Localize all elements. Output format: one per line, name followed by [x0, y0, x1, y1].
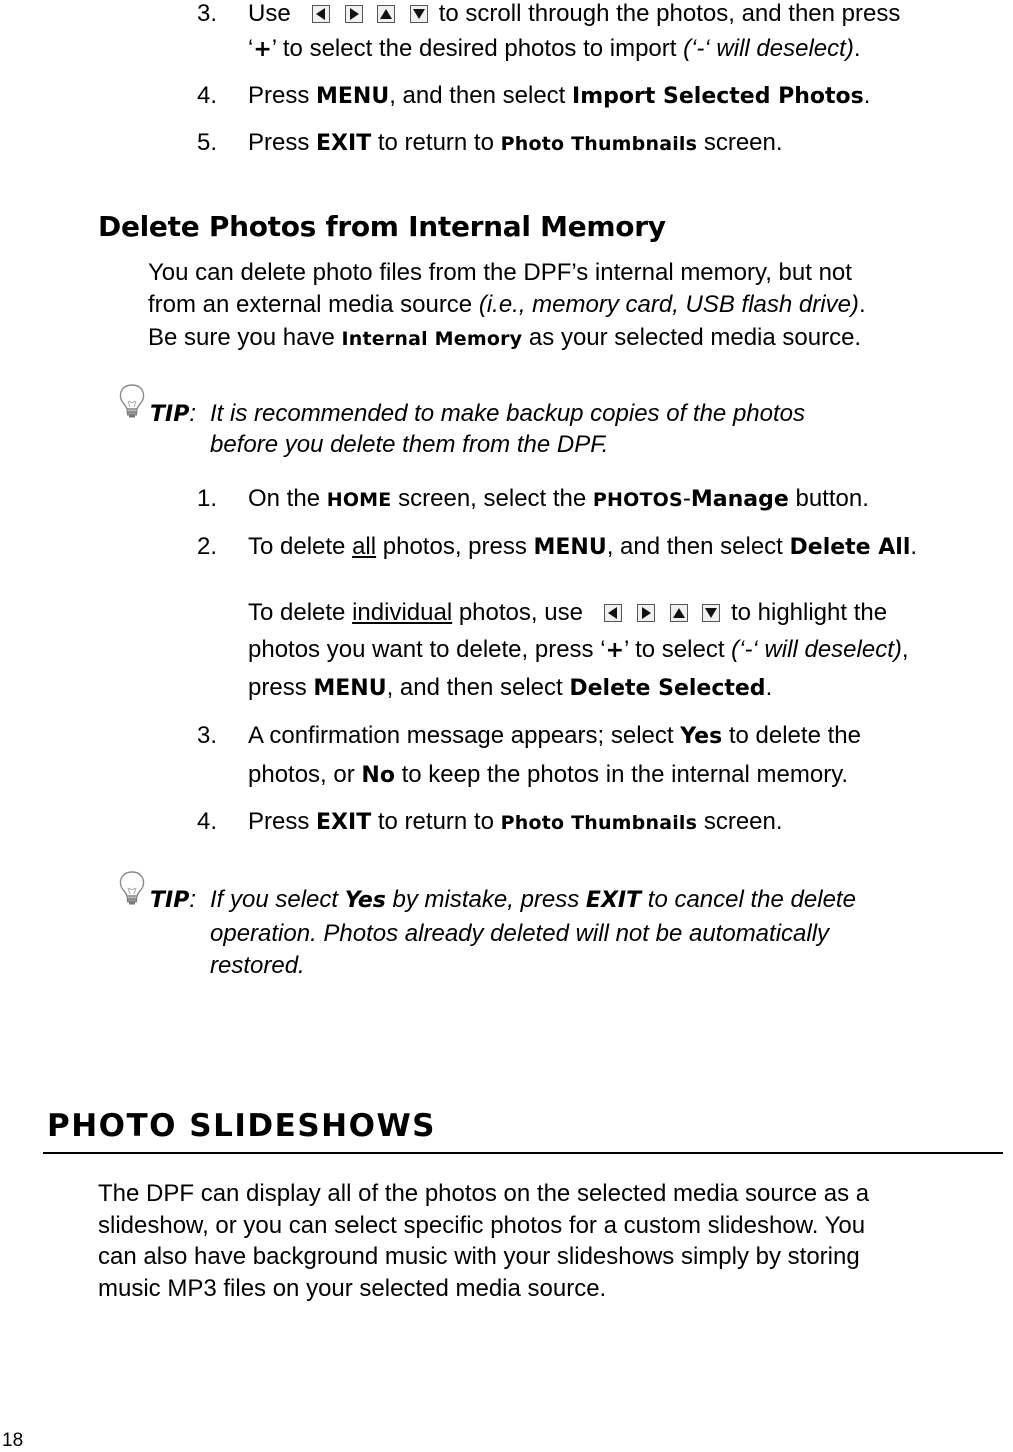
step-text: , and then select	[606, 533, 790, 560]
tip-label	[150, 886, 196, 915]
paragraph-line: music MP3 files on your selected media source.	[98, 1275, 607, 1302]
right-arrow-icon	[345, 5, 363, 23]
tip-colon: :	[189, 886, 196, 913]
section-heading-photo-slideshows: PHOTO SLIDESHOWS	[47, 1108, 436, 1144]
step-text: photos you want to delete, press ‘	[248, 636, 606, 663]
step-text: to keep the photos in the internal memory.	[394, 761, 849, 788]
step-text: A confirmation message appears; select	[248, 722, 681, 749]
step-text: To delete	[248, 533, 353, 560]
step-number: 1.	[197, 485, 218, 512]
dash: -	[682, 485, 691, 512]
step-number: 4.	[197, 808, 218, 835]
step-text: photos, press	[376, 533, 534, 560]
paragraph-line: You can delete photo files from the DPF’s internal memory, but not	[148, 259, 852, 286]
step-text: Press	[248, 808, 317, 835]
delete-step-2	[248, 533, 917, 562]
period: .	[765, 674, 773, 701]
tip-word: TIP	[150, 402, 190, 427]
paragraph-line	[148, 324, 861, 353]
plus-key: +	[253, 37, 272, 62]
menu-item-import-selected: Import Selected Photos	[572, 84, 864, 109]
step-text: screen.	[697, 129, 783, 156]
delete-step-3-line-1	[248, 722, 861, 751]
step-number: 3.	[197, 722, 218, 749]
step-text: Press	[248, 82, 317, 109]
period: .	[858, 291, 866, 318]
page-number: 18	[2, 1430, 24, 1451]
step-text: screen, select the	[391, 485, 593, 512]
step-number: 3.	[197, 0, 218, 27]
paragraph-line: can also have background music with your slideshows simply by storing	[98, 1243, 860, 1270]
step-3-line-2	[248, 35, 860, 64]
step-text: button.	[788, 485, 869, 512]
screen-name: Photo Thumbnails	[500, 812, 698, 834]
tip-word: TIP	[150, 888, 190, 913]
period: .	[853, 35, 861, 62]
exit-key: EXIT	[316, 810, 372, 835]
delete-step-2b-line-1	[248, 599, 887, 627]
underlined-word: all	[352, 533, 377, 560]
step-number: 2.	[197, 533, 218, 560]
paragraph-line	[148, 291, 866, 319]
comma: ,	[901, 636, 909, 663]
photos-label: PHOTOS	[592, 489, 683, 511]
paragraph-italic: (i.e., memory card, USB flash drive)	[478, 291, 859, 318]
step-text: ’ to select	[624, 636, 732, 663]
tip-text: If you select	[210, 886, 345, 913]
delete-step-2b-line-3	[248, 674, 772, 703]
step-text: press	[248, 674, 314, 701]
deselect-note: (‘-‘ will deselect)	[731, 636, 902, 663]
yes-option: Yes	[680, 724, 723, 749]
step-text: to return to	[371, 129, 501, 156]
up-arrow-icon	[377, 5, 395, 23]
menu-key: MENU	[533, 535, 607, 560]
step-text: ’ to select the desired photos to import	[271, 35, 684, 62]
home-screen-name: HOME	[326, 489, 392, 511]
step-5-line	[248, 129, 783, 158]
period: .	[910, 533, 918, 560]
manage-label: Manage	[690, 487, 789, 512]
section-heading-delete-photos: Delete Photos from Internal Memory	[98, 210, 666, 243]
lightbulb-icon	[115, 381, 149, 421]
step-number: 5.	[197, 129, 218, 156]
tip-text-line: operation. Photos already deleted will not be automatically	[210, 920, 830, 947]
plus-key: +	[605, 638, 624, 663]
step-text: to return to	[371, 808, 501, 835]
paragraph-text: Be sure you have	[148, 324, 342, 351]
menu-item-delete-selected: Delete Selected	[569, 676, 766, 701]
paragraph-text: from an external media source	[148, 291, 479, 318]
delete-step-4	[248, 808, 783, 837]
tip-text: by mistake, press	[385, 886, 586, 913]
paragraph-text: as your selected media source.	[522, 324, 862, 351]
left-arrow-icon	[604, 604, 622, 622]
heading-rule	[43, 1152, 1003, 1154]
menu-key: MENU	[316, 84, 390, 109]
step-text: Use	[248, 0, 291, 27]
step-text: On the	[248, 485, 327, 512]
step-4-line	[248, 82, 870, 111]
tip-label	[150, 400, 196, 429]
step-text: to highlight the	[730, 599, 888, 626]
yes-option: Yes	[344, 888, 386, 913]
step-text: , and then select	[386, 674, 570, 701]
step-text: photos, or	[248, 761, 362, 788]
step-number: 4.	[197, 82, 218, 109]
step-3-line-1	[248, 0, 900, 28]
screen-name: Photo Thumbnails	[500, 133, 698, 155]
period: .	[863, 82, 871, 109]
right-arrow-icon	[637, 604, 655, 622]
media-source-name: Internal Memory	[341, 328, 523, 350]
tip-text-line: before you delete them from the DPF.	[210, 431, 609, 458]
paragraph-line: The DPF can display all of the photos on the selected media source as a	[98, 1180, 870, 1207]
tip-text-line: It is recommended to make backup copies of the photos	[210, 400, 805, 427]
up-arrow-icon	[670, 604, 688, 622]
down-arrow-icon	[410, 5, 428, 23]
tip-text: to cancel the delete	[641, 886, 856, 913]
no-option: No	[361, 763, 395, 788]
delete-step-1	[248, 485, 869, 514]
exit-key: EXIT	[316, 131, 372, 156]
underlined-word: individual	[352, 599, 453, 626]
quote-mark: ‘	[248, 35, 254, 62]
tip-colon: :	[189, 400, 196, 427]
paragraph-line: slideshow, or you can select specific photos for a custom slideshow. You	[98, 1212, 866, 1239]
exit-key: EXIT	[585, 888, 642, 913]
delete-step-3-line-2	[248, 761, 848, 790]
step-text: , and then select	[389, 82, 573, 109]
step-text: to delete the	[722, 722, 861, 749]
tip-text-line: restored.	[210, 952, 305, 979]
step-text: To delete	[248, 599, 353, 626]
menu-key: MENU	[313, 676, 387, 701]
left-arrow-icon	[312, 5, 330, 23]
delete-step-2b-line-2	[248, 636, 909, 665]
step-text: screen.	[697, 808, 783, 835]
step-text: photos, use	[452, 599, 590, 626]
menu-item-delete-all: Delete All	[789, 535, 911, 560]
lightbulb-icon	[115, 868, 149, 908]
down-arrow-icon	[702, 604, 720, 622]
step-text: Press	[248, 129, 317, 156]
deselect-note: (‘-‘ will deselect)	[683, 35, 854, 62]
step-text: to scroll through the photos, and then press	[438, 0, 901, 27]
tip-text-line	[210, 886, 856, 915]
